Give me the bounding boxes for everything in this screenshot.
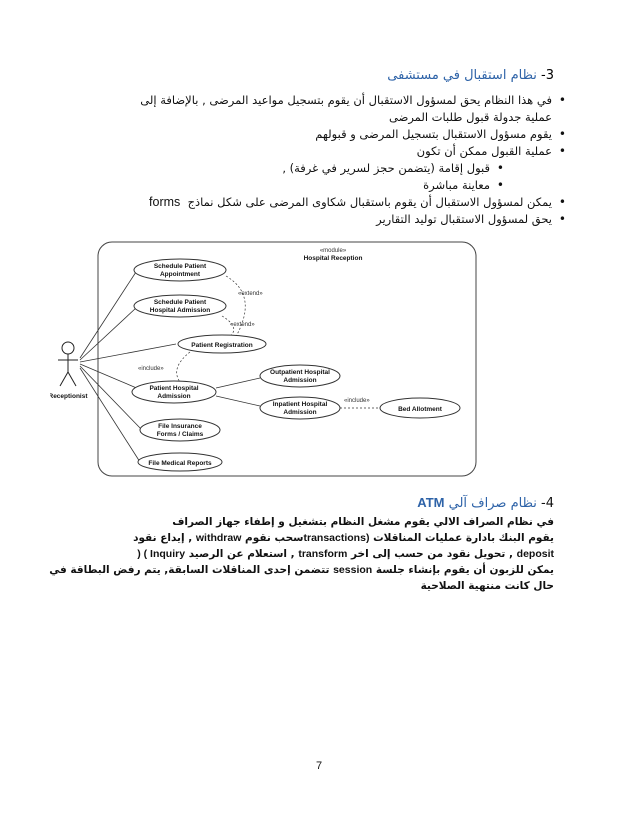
paragraph-line: deposit , تحويل نقود من حسب إلى اخر transform , استعلام عن الرصيد Inquiry ) ( bbox=[137, 548, 554, 560]
bullet-dot-icon: • bbox=[558, 93, 566, 107]
use-case-file-insurance bbox=[140, 419, 220, 441]
bullet-item: • يحق لمسؤول الاستقبال توليد التقارير bbox=[376, 212, 566, 226]
section-4-title: نظام صراف آلي bbox=[448, 496, 537, 511]
paragraph-line: حال كانت منتهية الصلاحية bbox=[420, 580, 554, 592]
include-label: «include» bbox=[138, 366, 164, 372]
sub-bullet-item: • قبول إقامة (يتضمن حجز لسرير في غرفة) , bbox=[282, 161, 504, 175]
section-3-title: نظام استقبال في مستشفى bbox=[387, 68, 537, 83]
svg-text:Bed Allotment: Bed Allotment bbox=[398, 406, 442, 413]
use-case-schedule-appointment bbox=[134, 259, 226, 281]
paragraph-line: يقوم البنك بادارة عمليات المناقلات (transactionsسحب نقوم withdraw , إيداع نقود bbox=[133, 532, 554, 544]
paragraph-line: في نظام الصراف الالي يقوم مشغل النظام بتشغيل و إطفاء جهاز الصراف bbox=[172, 516, 554, 528]
actor-label: Receptionist bbox=[50, 393, 88, 400]
module-name: Hospital Reception bbox=[303, 255, 363, 262]
section-3-bullets bbox=[102, 92, 566, 228]
bullet-item: • يمكن لمسؤول الاستقبال أن يقوم باستقبال شكاوى المرضى على شكل نماذج forms bbox=[149, 195, 566, 209]
svg-text:Appointment: Appointment bbox=[159, 271, 201, 278]
use-case-bed-allotment bbox=[380, 398, 460, 418]
svg-text:Admission: Admission bbox=[157, 393, 191, 400]
section-3-number: 3- bbox=[541, 68, 554, 83]
generalization-lines bbox=[216, 378, 260, 406]
actor-icon bbox=[58, 342, 78, 386]
svg-text:Inpatient Hospital: Inpatient Hospital bbox=[272, 401, 328, 408]
svg-text:Admission: Admission bbox=[283, 409, 317, 416]
svg-text:Outpatient Hospital: Outpatient Hospital bbox=[270, 369, 330, 376]
include-label: «include» bbox=[344, 398, 370, 404]
section-3-heading bbox=[74, 68, 554, 83]
extend-label: «extend» bbox=[230, 322, 255, 328]
svg-text:Schedule Patient: Schedule Patient bbox=[153, 299, 207, 306]
extend-label: «extend» bbox=[238, 291, 263, 297]
use-case-inpatient-admission bbox=[260, 397, 340, 419]
bullet-item: • يقوم مسؤول الاستقبال بتسجيل المرضى و قبولهم bbox=[315, 127, 566, 141]
extend-arrows bbox=[177, 276, 246, 382]
use-case-schedule-admission bbox=[134, 295, 226, 317]
use-case-patient-hospital-admission bbox=[132, 381, 216, 403]
paragraph-line: يمكن للزبون أن يقوم بإنشاء جلسة session تتضمن إحدى المناقلات السابقة, يتم رفض البطاقة في bbox=[49, 564, 554, 576]
svg-text:Patient Hospital: Patient Hospital bbox=[149, 385, 199, 392]
bullet-dot-icon: • bbox=[558, 195, 566, 209]
svg-text:Schedule Patient: Schedule Patient bbox=[153, 263, 207, 270]
use-case-diagram bbox=[50, 240, 480, 480]
svg-text:File Medical Reports: File Medical Reports bbox=[148, 460, 212, 467]
bullet-item: • عملية القبول ممكن أن تكون bbox=[416, 144, 566, 158]
module-stereotype: «module» bbox=[319, 248, 347, 254]
bullet-item: • في هذا النظام يحق لمسؤول الاستقبال أن يقوم بتسجيل مواعيد المرضى , بالإضافة إلى bbox=[140, 93, 566, 107]
bullet-continuation: عملية جدولة قبول طلبات المرضى bbox=[388, 110, 552, 124]
svg-text:Forms / Claims: Forms / Claims bbox=[156, 431, 204, 438]
section-4-heading bbox=[74, 495, 554, 511]
bullet-dot-icon: • bbox=[496, 178, 504, 192]
bullet-dot-icon: • bbox=[558, 144, 566, 158]
svg-text:Patient Registration: Patient Registration bbox=[191, 342, 253, 349]
sub-bullet-item: • معاينة مباشرة bbox=[423, 178, 504, 192]
use-case-outpatient-admission bbox=[260, 365, 340, 387]
section-4-atm: ATM bbox=[417, 495, 445, 510]
svg-text:Admission: Admission bbox=[283, 377, 317, 384]
use-case-patient-registration bbox=[178, 335, 266, 353]
section-4-paragraph bbox=[49, 514, 554, 594]
svg-text:File Insurance: File Insurance bbox=[158, 423, 202, 430]
bullet-dot-icon: • bbox=[496, 161, 504, 175]
bullet-dot-icon: • bbox=[558, 212, 566, 226]
bullet-dot-icon: • bbox=[558, 127, 566, 141]
section-4-number: 4- bbox=[541, 496, 554, 511]
use-case-file-medical-reports bbox=[138, 453, 222, 471]
svg-text:Hospital Admission: Hospital Admission bbox=[149, 307, 211, 314]
page-number: 7 bbox=[315, 760, 323, 772]
